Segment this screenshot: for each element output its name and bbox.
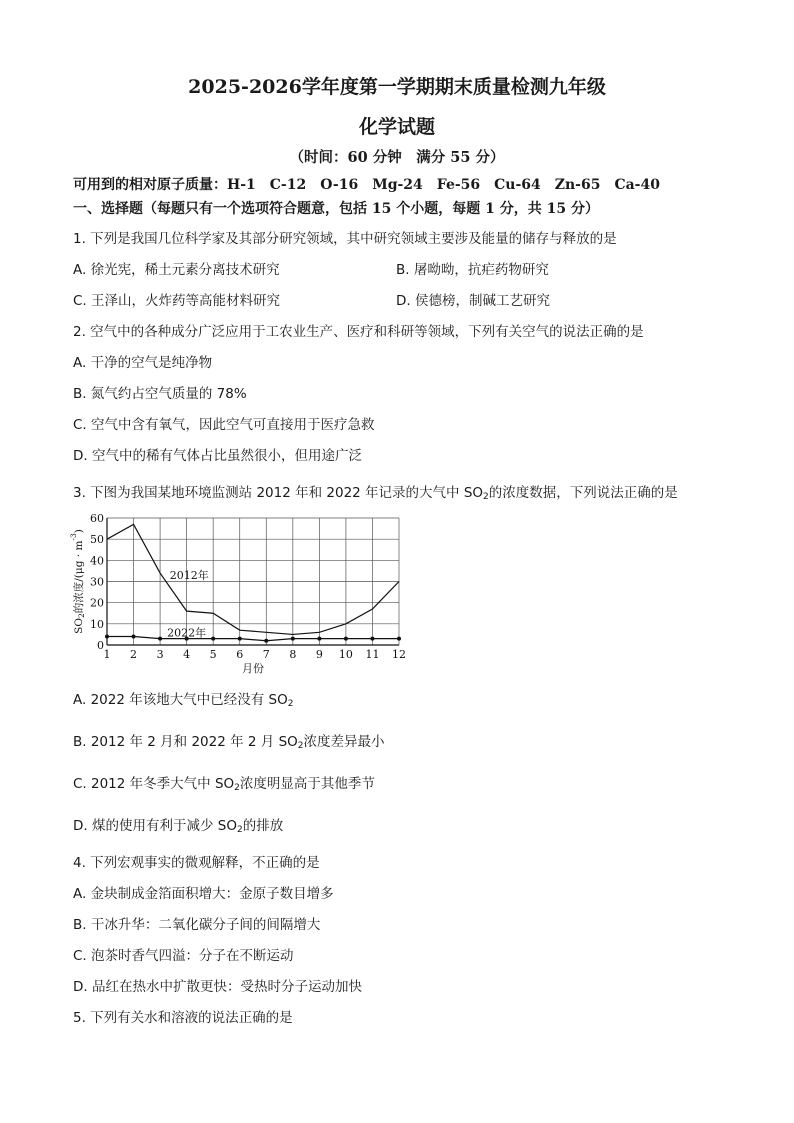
section-heading: 一、选择题（每题只有一个选项符合题意，包括 15 个小题，每题 1 分，共 15 分） [73,201,599,217]
series-label-2022: 2022年 [167,626,207,640]
series-line-1 [107,637,399,641]
x-tick-label: 10 [338,648,353,661]
x-tick-label: 4 [183,648,191,661]
y-tick-label: 40 [90,554,104,568]
x-tick-label: 11 [365,648,380,661]
series-point [291,637,295,641]
subject-title: 化学试题 [358,116,435,138]
question-3-option-a[interactable]: A. 2022 年该地大气中已经没有 $SO_2$ [73,692,294,709]
exam-info: （时间：60 分钟 满分 55 分） [289,149,505,166]
series-point [105,635,109,639]
y-tick-label: 20 [90,596,104,610]
so2-concentration-chart [70,508,410,676]
series-point [397,637,401,641]
x-tick-label: 9 [315,648,323,661]
x-tick-label: 3 [156,648,164,661]
question-4-option-b[interactable]: B. 干冰升华：二氧化碳分子间的间隔增大 [73,917,321,933]
page-title: 2025-2026学年度第一学期期末质量检测九年级 [188,76,606,98]
question-1-option-c[interactable]: C. 王泽山，火炸药等高能材料研究 [73,293,281,309]
x-tick-label: 1 [103,648,111,661]
y-tick-label: 30 [90,575,104,589]
series-point [344,637,348,641]
question-2-option-b[interactable]: B. 氮气约占空气质量的 78% [73,386,247,402]
question-3-option-c[interactable]: C. 2012 年冬季大气中 $SO_2$浓度明显高于其他季节 [73,776,375,793]
atomic-masses: 可用到的相对原子质量：H-1 C-12 O-16 Mg-24 Fe-56 Cu-64 Zn-65 Ca-40 [73,177,660,193]
y-tick-label: 10 [90,617,104,631]
question-4-option-a[interactable]: A. 金块制成金箔面积增大：金原子数目增多 [73,886,334,902]
series-point [370,637,374,641]
question-1-option-b[interactable]: B. 屠呦呦，抗疟药物研究 [396,262,549,278]
y-tick-label: 0 [97,639,104,652]
x-tick-label: 2 [130,648,138,661]
series-point [211,637,215,641]
series-point [132,635,136,639]
series-point [264,639,268,643]
series-point [158,637,162,641]
question-3-stem: 3. 下图为我国某地环境监测站 2012 年和 2022 年记录的大气中 $SO_2$的浓度数据，下列说法正确的是 [73,485,678,502]
question-3-option-b[interactable]: B. 2012 年 2 月和 2022 年 2 月 $SO_2$浓度差异最小 [73,734,385,751]
question-2-option-d[interactable]: D. 空气中的稀有气体占比虽然很小，但用途广泛 [73,448,362,464]
x-tick-label: 6 [236,648,244,661]
question-3-option-d[interactable]: D. 煤的使用有利于减少 $SO_2$的排放 [73,818,284,835]
question-1-option-a[interactable]: A. 徐光宪，稀土元素分离技术研究 [73,262,280,278]
x-tick-label: 5 [209,648,217,661]
x-tick-label: 7 [262,648,270,661]
question-2-stem: 2. 空气中的各种成分广泛应用于工农业生产、医疗和科研等领域，下列有关空气的说法正确的是 [73,324,644,340]
series-point [317,637,321,641]
y-tick-label: 60 [90,512,104,525]
series-point [238,637,242,641]
series-line-0 [107,524,399,634]
x-tick-label: 8 [289,648,297,661]
question-1-option-d[interactable]: D. 侯德榜，制碱工艺研究 [396,293,550,309]
question-4-option-d[interactable]: D. 品红在热水中扩散更快：受热时分子运动加快 [73,979,362,995]
y-tick-label: 50 [90,533,104,547]
question-2-option-c[interactable]: C. 空气中含有氧气，因此空气可直接用于医疗急救 [73,417,375,433]
question-5-stem: 5. 下列有关水和溶液的说法正确的是 [73,1010,293,1026]
question-4-stem: 4. 下列宏观事实的微观解释，不正确的是 [73,855,320,871]
y-axis-label: SO2的浓度$/(\mu g \cdot m^{-3})$ [69,529,86,634]
x-axis-label: 月份 [242,662,264,675]
question-2-option-a[interactable]: A. 干净的空气是纯净物 [73,355,213,371]
question-4-option-c[interactable]: C. 泡茶时香气四溢：分子在不断运动 [73,948,294,964]
question-1-stem: 1. 下列是我国几位科学家及其部分研究领域，其中研究领域主要涉及能量的储存与释放的是 [73,231,617,247]
series-label-2012: 2012年 [169,569,209,583]
x-tick-label: 12 [392,648,406,661]
